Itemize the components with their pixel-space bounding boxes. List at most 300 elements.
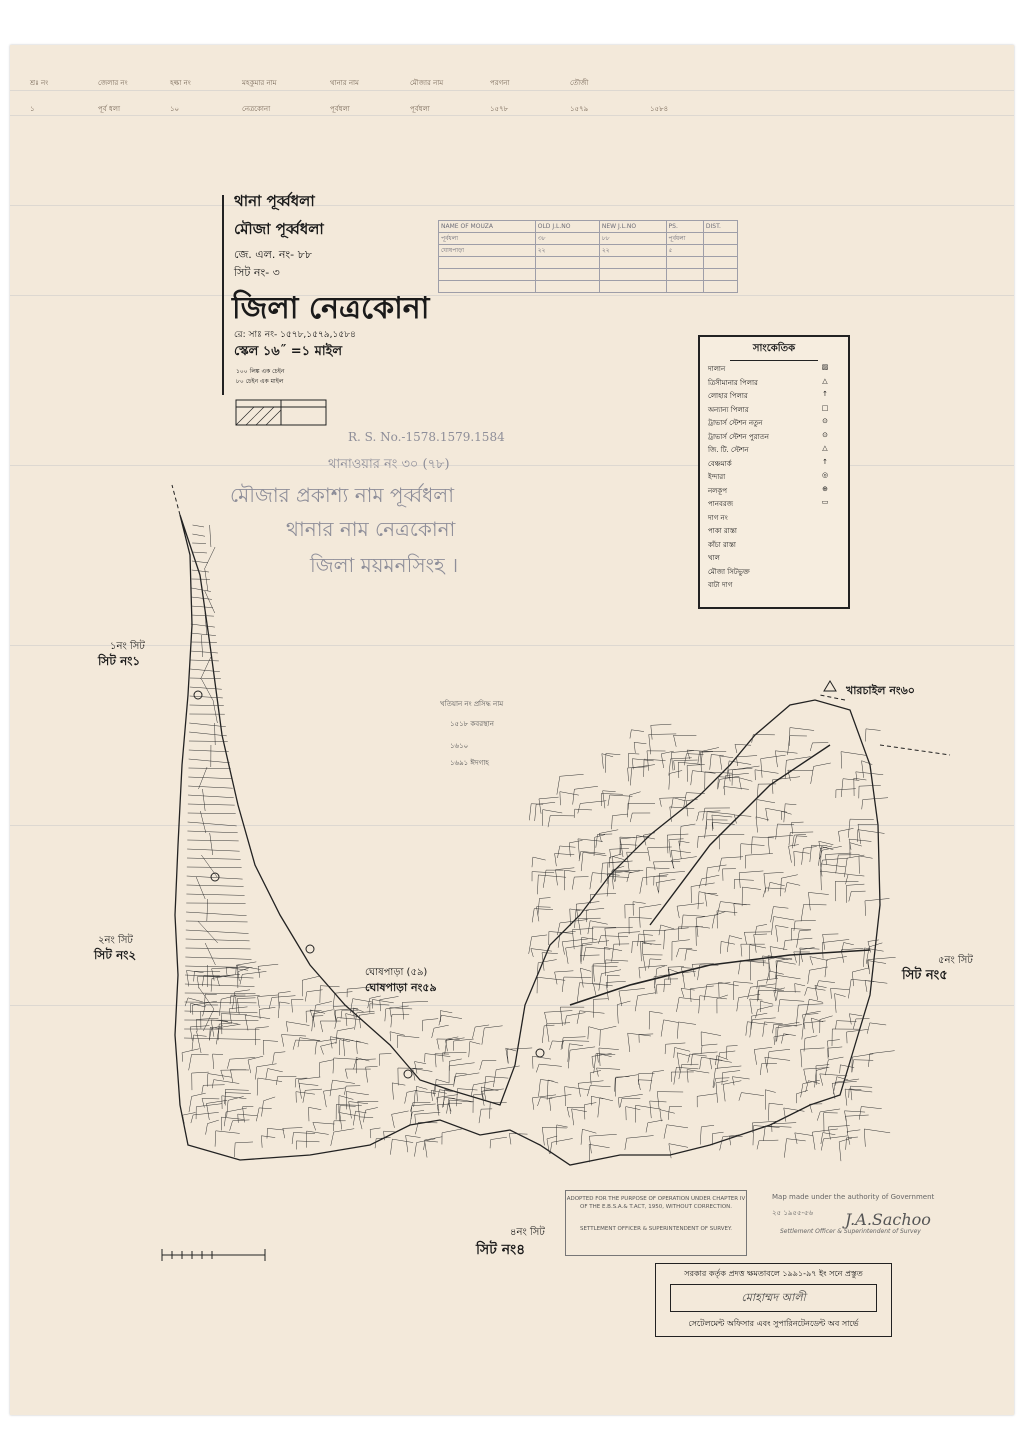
parcel-boundary [205, 994, 217, 995]
sheet1-label: সিট নং১ [98, 654, 141, 668]
legend-symbol-icon: ⊙ [822, 430, 828, 439]
parcel-boundary [335, 992, 353, 994]
parcel-boundary [722, 857, 744, 858]
parcel-boundary [340, 1113, 359, 1116]
parcel-boundary [781, 875, 797, 878]
parcel-boundary [597, 1068, 599, 1077]
legend-symbol-icon: △ [822, 376, 828, 385]
parcel-boundary [261, 1136, 275, 1138]
parcel-boundary [641, 941, 642, 961]
parcel-boundary [359, 1117, 362, 1129]
parcel-boundary [196, 1031, 201, 1053]
parcel-boundary [189, 1054, 192, 1070]
parcel-boundary [780, 878, 781, 896]
parcel-boundary [354, 1060, 356, 1069]
parcel-boundary [816, 981, 819, 990]
parcel-boundary [580, 968, 591, 971]
parcel-boundary [679, 997, 699, 999]
parcel-boundary [763, 888, 766, 897]
legend-symbol-icon: ⊙ [822, 417, 828, 425]
parcel-boundary [851, 1086, 852, 1100]
parcel-boundary [560, 920, 588, 923]
parcel-boundary [496, 1066, 520, 1070]
parcel-boundary [687, 949, 697, 950]
parcel-boundary [671, 798, 673, 809]
parcel-boundary [825, 853, 851, 855]
table-header: DIST. [703, 221, 737, 233]
table-header: PS. [666, 221, 703, 233]
parcel-boundary [593, 999, 607, 1000]
parcel-boundary [191, 597, 212, 599]
parcel-boundary [796, 1005, 798, 1024]
parcel-boundary [822, 943, 823, 959]
parcel-boundary [434, 1025, 449, 1028]
parcel-boundary [750, 945, 766, 948]
parcel-boundary [560, 774, 584, 776]
parcel-boundary [703, 808, 705, 820]
header-cell: নেত্রকোনা [242, 105, 271, 113]
parcel-boundary [425, 1141, 438, 1142]
sheet4-label: সিট নং৪ [476, 1242, 526, 1258]
parcel-boundary [449, 1063, 474, 1066]
parcel-boundary [201, 679, 213, 701]
parcel-boundary [306, 1010, 321, 1011]
officer-title: Settlement Officer & Superintendent of Survey [780, 1228, 921, 1235]
parcel-boundary [739, 778, 752, 782]
parcel-boundary [255, 1067, 256, 1080]
parcel-boundary [539, 799, 541, 814]
parcel-boundary [701, 1045, 702, 1054]
parcel-boundary [380, 1000, 381, 1011]
parcel-boundary [191, 1115, 193, 1123]
parcel-boundary [712, 915, 715, 928]
parcel-boundary [226, 967, 227, 975]
header-cell: পরগনা [490, 79, 510, 87]
parcel-boundary [723, 1071, 741, 1073]
parcel-boundary [616, 870, 640, 871]
parcel-boundary [542, 1127, 566, 1128]
parcel-boundary [868, 940, 879, 942]
parcel-boundary [355, 1013, 357, 1030]
parcel-boundary [489, 1102, 490, 1118]
parcel-boundary [425, 1137, 443, 1140]
parcel-boundary [630, 792, 641, 795]
parcel-boundary [656, 984, 670, 985]
parcel-boundary [820, 1074, 823, 1086]
parcel-boundary [653, 1070, 664, 1071]
parcel-boundary [712, 1132, 723, 1133]
parcel-boundary [207, 899, 208, 921]
certification-box [655, 1263, 892, 1337]
parcel-boundary [837, 1077, 848, 1080]
parcel-boundary [701, 751, 702, 766]
parcel-boundary [259, 1007, 275, 1009]
parcel-boundary [836, 855, 839, 873]
parcel-boundary [293, 1132, 314, 1133]
parcel-boundary [789, 845, 799, 847]
parcel-boundary [313, 1122, 335, 1124]
parcel-boundary [850, 843, 862, 846]
parcel-boundary [768, 1103, 769, 1120]
parcel-boundary [803, 847, 816, 849]
parcel-boundary [669, 1144, 671, 1159]
parcel-boundary [267, 1128, 268, 1138]
parcel-boundary [593, 984, 612, 986]
parcel-boundary [676, 997, 679, 1011]
parcel-boundary [334, 1129, 355, 1132]
parcel-boundary [258, 964, 278, 966]
parcel-boundary [320, 1060, 334, 1063]
parcel-boundary [741, 944, 742, 956]
table-header: OLD J.L.NO [535, 221, 599, 233]
parcel-boundary [719, 1051, 735, 1053]
legend-label: দাগ নং [708, 513, 728, 522]
parcel-boundary [790, 832, 813, 833]
parcel-boundary [849, 1014, 851, 1025]
parcel-boundary [804, 1021, 826, 1023]
table-cell: ৩৮ [535, 233, 599, 245]
parcel-boundary [529, 804, 531, 821]
parcel-boundary [263, 1040, 264, 1055]
parcel-boundary [582, 941, 609, 944]
parcel-boundary [650, 959, 661, 960]
parcel-boundary [660, 798, 662, 806]
parcel-boundary [592, 966, 617, 967]
parcel-boundary [392, 1139, 413, 1142]
parcel-boundary [331, 1132, 334, 1146]
parcel-boundary [258, 997, 260, 1008]
parcel-boundary [836, 1021, 837, 1030]
parcel-boundary [674, 1067, 676, 1084]
parcel-boundary [739, 778, 741, 790]
parcel-boundary [312, 1014, 314, 1031]
parcel-boundary [757, 924, 767, 926]
parcel-boundary [226, 1093, 251, 1094]
parcel-boundary [245, 1015, 270, 1019]
parcel-boundary [865, 981, 867, 992]
legend-label: পানবরজ [708, 500, 733, 508]
parcel-boundary [588, 1027, 589, 1040]
parcel-boundary [372, 999, 393, 1002]
parcel-boundary [630, 730, 631, 739]
parcel-boundary [794, 921, 795, 931]
parcel-boundary [785, 882, 787, 892]
parcel-boundary [785, 760, 786, 778]
parcel-boundary [669, 773, 670, 789]
parcel-boundary [768, 835, 793, 837]
parcel-boundary [576, 904, 577, 918]
parcel-boundary [821, 871, 848, 874]
parcel-boundary [717, 1053, 719, 1069]
parcel-boundary [272, 996, 296, 998]
parcel-boundary [846, 874, 849, 884]
parcel-boundary [811, 1018, 813, 1033]
table-cell: পূর্বধলা [439, 233, 536, 245]
parcel-boundary [677, 1053, 690, 1056]
parcel-boundary [200, 811, 206, 833]
parcel-boundary [188, 822, 237, 826]
parcel-boundary [763, 1126, 765, 1141]
header-cell: শ্রঃ নং [30, 79, 49, 87]
header-cell: মৌজার নাম [410, 79, 444, 87]
legend-label: ত্রিসীমানার পিলার [708, 378, 758, 387]
parcel-boundary [356, 1059, 376, 1060]
parcel-boundary [201, 635, 202, 657]
khatian-header: খতিয়ান নং প্রসিদ্ধ নাম [440, 700, 504, 708]
parcel-boundary [193, 525, 205, 527]
parcel-boundary [841, 752, 842, 769]
parcel-boundary [618, 1098, 619, 1108]
parcel-boundary [739, 871, 763, 873]
parcel-boundary [581, 852, 583, 871]
parcel-boundary [196, 1104, 222, 1107]
parcel-boundary [700, 996, 727, 999]
parcel-boundary [266, 1069, 268, 1080]
sheet1-label: ১নং সিট [110, 641, 145, 652]
parcel-boundary [738, 960, 740, 974]
parcel-boundary [280, 1002, 290, 1003]
parcel-boundary [191, 615, 214, 616]
parcel-boundary [768, 882, 770, 891]
parcel-boundary [820, 864, 845, 867]
parcel-boundary [750, 999, 763, 1000]
parcel-boundary [839, 1138, 852, 1142]
legend-label: অন্যান্য পিলার [708, 405, 749, 414]
parcel-boundary [783, 1034, 795, 1036]
parcel-boundary [321, 1046, 324, 1054]
table-header: NAME OF MOUZA [439, 221, 536, 233]
traverse-station [194, 691, 202, 699]
parcel-boundary [471, 1085, 473, 1096]
parcel-boundary [370, 1004, 389, 1005]
parcel-boundary [182, 1053, 183, 1062]
parcel-boundary [235, 990, 250, 992]
parcel-boundary [867, 961, 886, 964]
parcel-boundary [192, 1072, 209, 1073]
legend-label: ট্রাভার্স স্টেশন পুরাতন [708, 432, 769, 441]
parcel-boundary [721, 941, 735, 944]
parcel-boundary [532, 872, 554, 873]
parcel-boundary [847, 1029, 869, 1032]
parcel-boundary [546, 1023, 570, 1024]
parcel-boundary [472, 1027, 475, 1039]
parcel-boundary [214, 1080, 240, 1084]
parcel-boundary [221, 1070, 224, 1080]
parcel-boundary [735, 744, 737, 753]
parcel-boundary [822, 846, 842, 850]
parcel-boundary [810, 957, 828, 961]
parcel-boundary [859, 785, 881, 786]
parcel-boundary [437, 1039, 439, 1049]
parcel-boundary [836, 789, 856, 790]
parcel-boundary [240, 974, 242, 984]
parcel-boundary [866, 729, 881, 731]
parcel-boundary [757, 981, 758, 989]
parcel-boundary [825, 855, 826, 865]
parcel-boundary [759, 1140, 778, 1141]
parcel-boundary [862, 761, 864, 778]
parcel-boundary [457, 1089, 458, 1107]
parcel-boundary [675, 1047, 690, 1051]
parcel-boundary [802, 848, 804, 864]
parcel-boundary [710, 1059, 712, 1070]
parcel-boundary [194, 1035, 207, 1036]
parcel-boundary [759, 986, 781, 989]
parcel-boundary [678, 1022, 696, 1024]
parcel-boundary [794, 834, 806, 835]
parcel-boundary [531, 949, 533, 957]
parcel-boundary [719, 858, 722, 871]
parcel-boundary [390, 1032, 405, 1036]
parcel-boundary [657, 1092, 659, 1109]
scale-label: স্কেল ১৬˝ =১ মাইল [234, 344, 343, 359]
table-cell: পূর্বধলা [666, 233, 703, 245]
govt-line: সরকার কর্তৃক প্রদত্ত ক্ষমতাবলে ১৯৯১-৯৭ ইং সনে প্রস্তুত [684, 1269, 863, 1278]
traverse-station [306, 945, 314, 953]
parcel-boundary [681, 824, 695, 826]
parcel-boundary [784, 804, 785, 822]
parcel-boundary [664, 930, 665, 949]
parcel-boundary [734, 815, 751, 816]
parcel-boundary [321, 1042, 337, 1046]
parcel-boundary [190, 651, 217, 653]
parcel-boundary [682, 973, 684, 988]
parcel-boundary [864, 1129, 890, 1133]
parcel-boundary [273, 1053, 275, 1064]
parcel-boundary [630, 813, 632, 822]
parcel-boundary [692, 771, 715, 774]
parcel-boundary [186, 948, 251, 949]
parcel-boundary [776, 925, 789, 927]
parcel-boundary [213, 701, 217, 723]
parcel-boundary [605, 753, 606, 772]
west-lobe-outline [175, 515, 880, 1165]
header-cell: তৌজী [570, 79, 589, 87]
parcel-boundary [828, 1127, 830, 1140]
parcel-boundary [187, 858, 241, 859]
parcel-boundary [442, 1129, 463, 1133]
parcel-boundary [425, 1140, 427, 1157]
parcel-boundary [356, 1041, 357, 1054]
parcel-boundary [586, 908, 604, 910]
parcel-boundary [341, 1010, 342, 1018]
thana-station-stamp: থানাওয়ার নং ৩০ (৭৮) [328, 457, 450, 472]
parcel-boundary [484, 1026, 502, 1028]
parcel-boundary [221, 1117, 244, 1119]
parcel-boundary [356, 1041, 368, 1044]
parcel-boundary [696, 918, 698, 937]
parcel-boundary [550, 1041, 553, 1050]
parcel-boundary [679, 841, 690, 843]
parcel-boundary [303, 1090, 305, 1102]
parcel-boundary [402, 1002, 403, 1019]
parcel-boundary [305, 992, 307, 1002]
parcel-boundary [732, 1077, 749, 1079]
parcel-boundary [674, 735, 677, 747]
parcel-boundary [298, 1038, 300, 1047]
parcel-boundary [650, 1101, 652, 1118]
signature-box: মোহাম্মদ আলী [670, 1284, 877, 1312]
parcel-boundary [848, 979, 851, 998]
parcel-boundary [423, 1019, 439, 1021]
parcel-boundary [182, 1049, 199, 1053]
legend-symbol-icon: ⊕ [822, 484, 828, 493]
parcel-boundary [600, 1026, 616, 1030]
parcel-boundary [761, 755, 786, 759]
parcel-boundary [185, 993, 256, 994]
parcel-boundary [766, 808, 787, 812]
parcel-boundary [680, 826, 681, 846]
parcel-boundary [814, 763, 831, 766]
parcel-boundary [746, 1022, 748, 1036]
parcel-boundary [728, 770, 730, 781]
parcel-boundary [660, 1110, 675, 1114]
parcel-boundary [221, 1014, 247, 1015]
parcel-boundary [187, 849, 239, 851]
parcel-boundary [189, 1096, 192, 1112]
parcel-boundary [187, 867, 242, 868]
parcel-boundary [740, 844, 741, 860]
parcel-boundary [691, 1054, 692, 1065]
parcel-boundary [598, 936, 601, 944]
parcel-boundary [590, 893, 616, 894]
parcel-boundary [804, 1069, 807, 1083]
parcel-boundary [673, 798, 686, 801]
parcel-boundary [778, 1000, 780, 1012]
parcel-boundary [617, 1001, 630, 1005]
parcel-boundary [820, 1109, 840, 1112]
parcel-boundary [232, 992, 234, 1009]
parcel-boundary [647, 868, 670, 869]
parcel-boundary [440, 1011, 452, 1013]
parcel-boundary [490, 1140, 491, 1149]
table-cell: ৫ [666, 245, 703, 257]
parcel-boundary [603, 791, 616, 792]
parcel-boundary [590, 1085, 610, 1086]
parcel-boundary [710, 754, 712, 769]
parcel-boundary [615, 1075, 638, 1078]
mouza-title: মৌজা পূর্ব্বধলা [234, 220, 324, 238]
table-header: NEW J.L.NO [599, 221, 666, 233]
parcel-boundary [863, 798, 888, 800]
parcel-boundary [222, 1096, 247, 1099]
parcel-boundary [666, 1043, 686, 1044]
parcel-boundary [390, 1032, 391, 1041]
parcel-boundary [856, 772, 883, 775]
parcel-boundary [227, 1059, 229, 1069]
parcel-boundary [615, 871, 616, 882]
parcel-boundary [204, 547, 215, 569]
parcel-boundary [816, 1066, 817, 1085]
parcel-boundary [236, 962, 256, 965]
parcel-boundary [557, 923, 560, 935]
parcel-boundary [574, 809, 575, 818]
parcel-boundary [570, 909, 571, 926]
parcel-boundary [406, 1135, 408, 1152]
parcel-boundary [196, 877, 205, 899]
parcel-boundary [291, 999, 292, 1012]
parcel-boundary [677, 903, 704, 906]
parcel-boundary [754, 934, 767, 935]
parcel-boundary [560, 792, 579, 795]
adoption-text: ADOPTED FOR THE PURPOSE OF OPERATION UNDER CHAPTER IV OF THE E.B.S.A.& T.ACT, 1950, WITHOUT CORRECTION. [566, 1196, 746, 1210]
parcel-boundary [870, 1051, 895, 1054]
parcel-boundary [822, 858, 847, 860]
parcel-boundary [556, 870, 558, 886]
parcel-boundary [188, 813, 236, 814]
parcel-boundary [368, 998, 370, 1008]
parcel-boundary [215, 723, 216, 745]
